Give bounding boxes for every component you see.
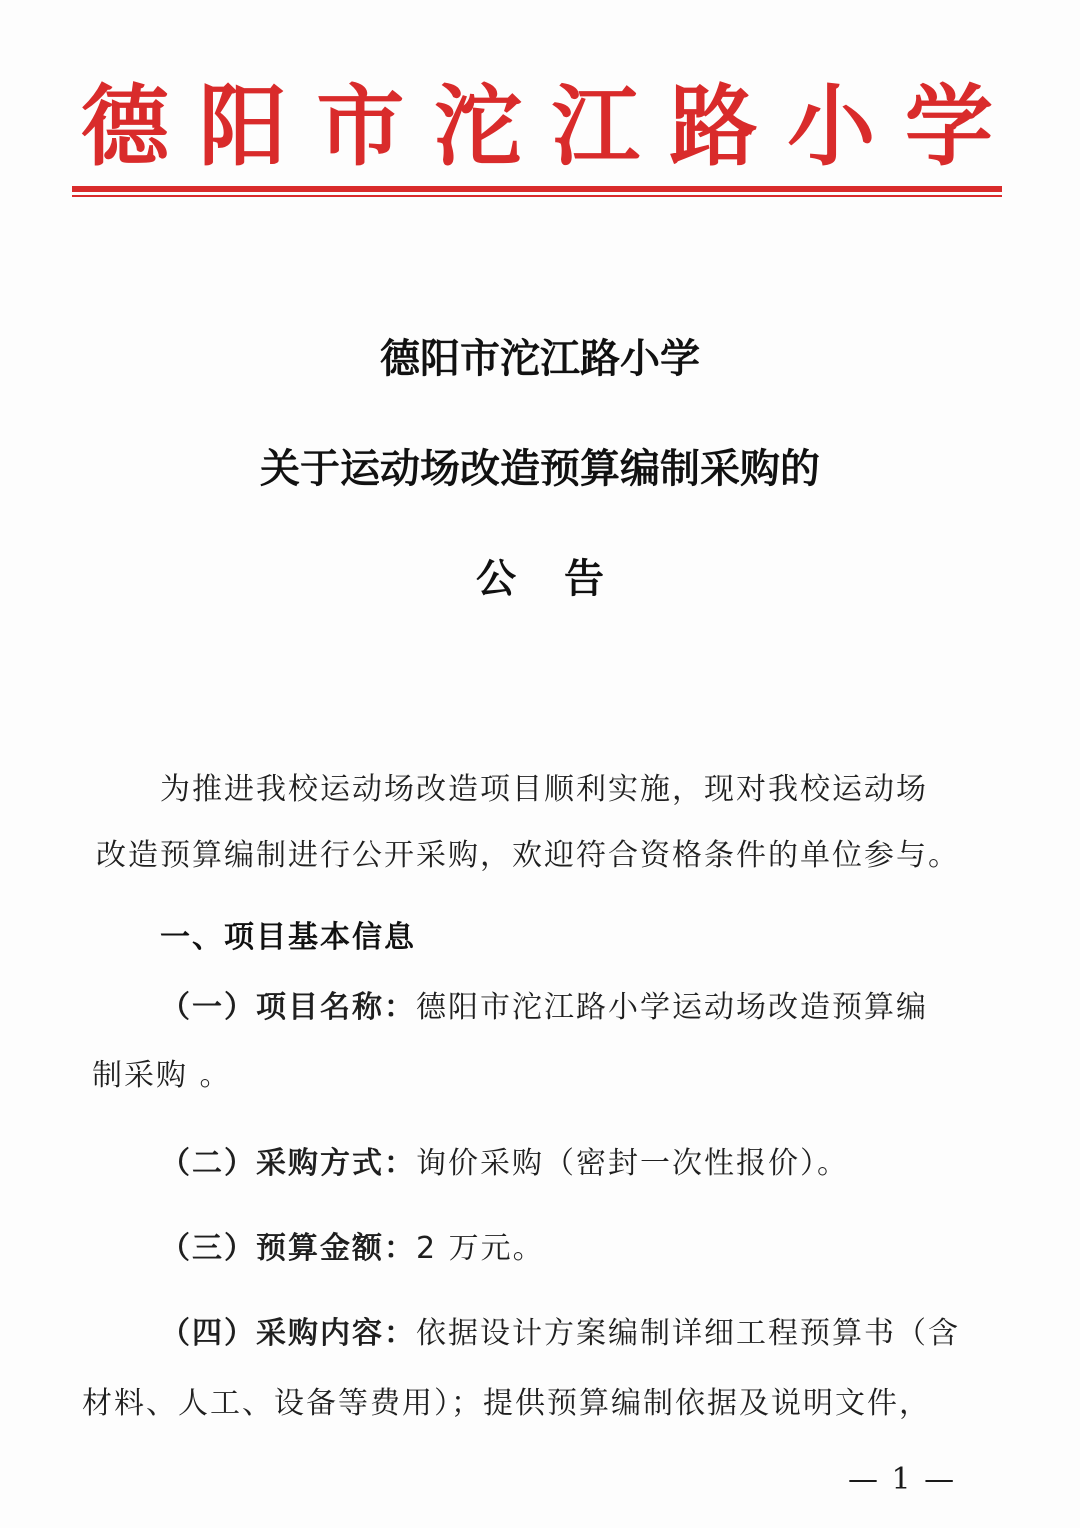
item-1-line-1: [160, 988, 928, 1028]
item-2: [160, 1144, 849, 1184]
item-2-text: 询价采购（密封一次性报价）。: [416, 1146, 849, 1181]
item-4-text: 依据设计方案编制详细工程预算书（含: [416, 1316, 960, 1351]
section-1-heading: 一、项目基本信息: [160, 920, 416, 955]
letterhead-rule-thin: [72, 195, 1002, 197]
letterhead-char: 小: [787, 74, 876, 178]
intro-paragraph-line-1: 为推进我校运动场改造项目顺利实施，现对我校运动场: [160, 772, 928, 807]
item-4-line-1: [160, 1314, 960, 1354]
letterhead-char: 路: [669, 74, 758, 178]
document-title-line-1: 德阳市沱江路小学: [380, 335, 700, 382]
letterhead-char: 市: [316, 74, 405, 178]
item-4-label: （四）采购内容：: [160, 1316, 416, 1351]
item-4-line-2: 材料、人工、设备等费用）；提供预算编制依据及说明文件，: [82, 1386, 931, 1421]
item-3-text: 2 万元。: [416, 1231, 545, 1266]
document-title-line-3: 公告: [476, 555, 652, 602]
letterhead-char: 沱: [434, 74, 523, 178]
item-1-line-2: 制采购 。: [92, 1058, 232, 1093]
letterhead-char: 学: [904, 74, 993, 178]
letterhead-char: 江: [551, 74, 640, 178]
letterhead-char: 德: [80, 74, 169, 178]
item-2-label: （二）采购方式：: [160, 1146, 416, 1181]
letterhead-char: 阳: [198, 74, 287, 178]
intro-paragraph-line-2: 改造预算编制进行公开采购，欢迎符合资格条件的单位参与。: [96, 838, 960, 873]
document-title-line-2: 关于运动场改造预算编制采购的: [260, 445, 820, 492]
letterhead-rule-thick: [72, 186, 1002, 192]
school-letterhead: [72, 76, 1002, 176]
item-1-text: 德阳市沱江路小学运动场改造预算编: [416, 990, 928, 1025]
page-number: — 1 —: [848, 1462, 957, 1497]
item-3-label: （三）预算金额：: [160, 1231, 416, 1266]
item-1-label: （一）项目名称：: [160, 990, 416, 1025]
item-3: [160, 1229, 545, 1269]
